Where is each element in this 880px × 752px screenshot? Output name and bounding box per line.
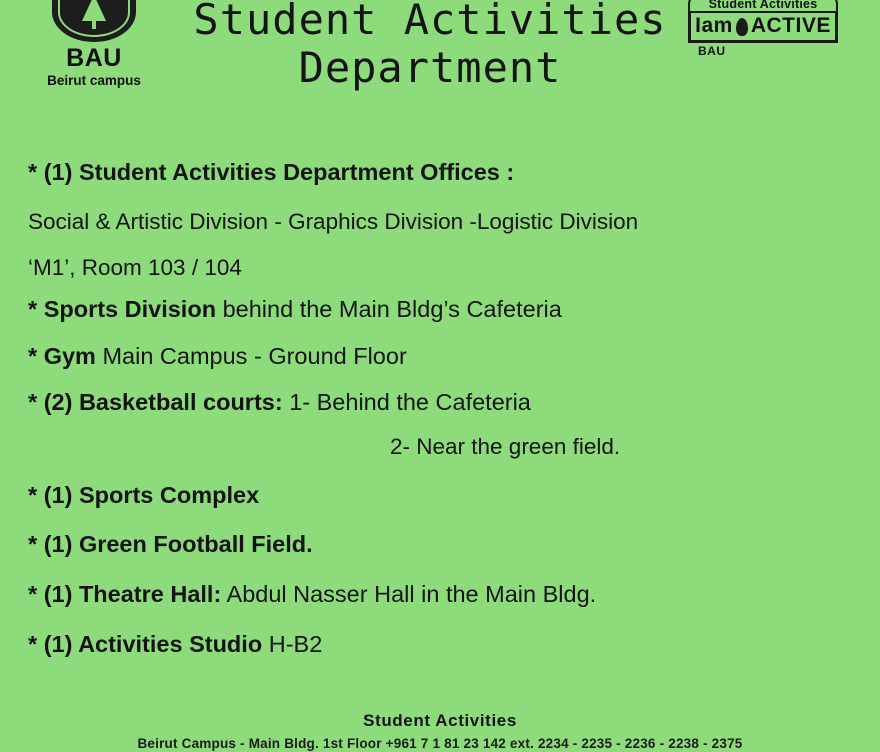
list-item (28, 160, 852, 185)
badge-bau-label: BAU (698, 44, 726, 59)
footer-title: Student Activities (363, 711, 517, 730)
page-title (180, 0, 680, 93)
list-item-detail: Abdul Nasser Hall in the Main Bldg. (221, 580, 597, 607)
list-item (28, 632, 852, 657)
list-item (28, 256, 852, 280)
list-item-detail: behind the Main Bldg’s Cafeteria (216, 295, 562, 322)
offices-list (0, 112, 880, 656)
list-item (28, 483, 852, 508)
list-item-detail: 2- Near the green field. (390, 433, 621, 459)
list-item-bullet: * (28, 630, 38, 657)
list-item-label: Social & Artistic Division - Graphics Division -Logistic Division (28, 208, 639, 234)
flame-icon (736, 18, 748, 36)
list-item (28, 435, 852, 459)
badge-main (688, 13, 838, 43)
list-item-label: Sports Division (43, 295, 217, 322)
list-item-bullet: * (28, 342, 38, 369)
list-item (28, 532, 852, 557)
list-item-label: Gym (43, 342, 96, 369)
list-item-label: (2) Basketball courts: (43, 389, 283, 416)
i-am-active-badge (688, 0, 838, 58)
list-item-label: (1) Theatre Hall: (43, 580, 222, 607)
cedar-tree-crest-icon (52, 0, 136, 42)
list-item-label: (1) Student Activities Department Offices : (43, 159, 515, 185)
list-item-detail: H-B2 (262, 630, 323, 657)
footer-contact-details: Beirut Campus - Main Bldg. 1st Floor +961 7 1 81 23 142 ext. 2234 - 2235 - 2236 - 2238 - 2375 (137, 736, 743, 751)
list-item-label: ‘M1’, Room 103 / 104 (28, 255, 242, 281)
list-item (28, 297, 852, 322)
list-item-bullet: * (28, 295, 38, 322)
list-item-detail: Main Campus - Ground Floor (95, 342, 407, 369)
badge-iam-label: Iam (695, 14, 733, 38)
list-item (28, 390, 852, 415)
bau-logo (42, 0, 146, 88)
page-title-line-2: Department (298, 43, 562, 93)
bau-logo-campus: Beirut campus (47, 73, 141, 88)
page-header (0, 0, 880, 112)
list-item-bullet: * (28, 159, 38, 185)
badge-top-label: Student Activities (688, 0, 838, 13)
list-item-label: (1) Green Football Field. (43, 531, 313, 558)
list-item-label: (1) Sports Complex (43, 481, 260, 508)
list-item (28, 344, 852, 369)
badge-active-label: ACTIVE (750, 14, 831, 38)
page-footer (0, 711, 880, 752)
list-item-bullet: * (28, 531, 38, 558)
page-title-line-1: Student Activities (193, 0, 667, 44)
list-item-bullet: * (28, 389, 38, 416)
bau-logo-name: BAU (66, 44, 122, 72)
list-item (28, 210, 852, 234)
list-item-detail: 1- Behind the Cafeteria (282, 389, 531, 416)
list-item-bullet: * (28, 481, 38, 508)
list-item-label: (1) Activities Studio (43, 630, 263, 657)
list-item-bullet: * (28, 580, 38, 607)
list-item (28, 582, 852, 607)
